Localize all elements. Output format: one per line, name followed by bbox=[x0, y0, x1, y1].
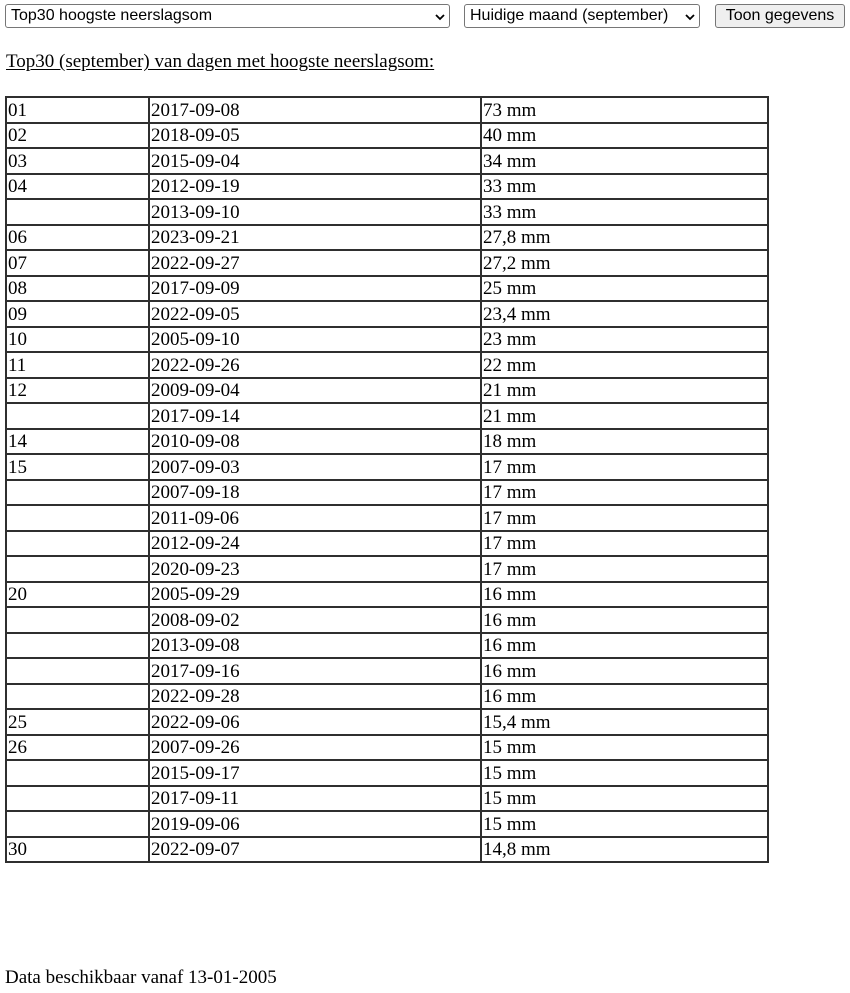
date-cell: 2022-09-07 bbox=[149, 837, 481, 863]
amount-cell: 73 mm bbox=[481, 97, 768, 123]
amount-cell: 17 mm bbox=[481, 480, 768, 506]
amount-cell: 15 mm bbox=[481, 735, 768, 761]
table-row bbox=[6, 786, 768, 812]
rank-cell bbox=[6, 760, 149, 786]
table-row bbox=[6, 403, 768, 429]
rank-cell: 03 bbox=[6, 148, 149, 174]
rank-cell bbox=[6, 556, 149, 582]
amount-cell: 15 mm bbox=[481, 811, 768, 837]
rank-cell: 08 bbox=[6, 276, 149, 302]
amount-cell: 18 mm bbox=[481, 429, 768, 455]
table-row bbox=[6, 531, 768, 557]
type-select[interactable] bbox=[5, 4, 450, 28]
date-cell: 2022-09-28 bbox=[149, 684, 481, 710]
date-cell: 2017-09-09 bbox=[149, 276, 481, 302]
amount-cell: 17 mm bbox=[481, 454, 768, 480]
table-row bbox=[6, 225, 768, 251]
table-row bbox=[6, 556, 768, 582]
date-cell: 2005-09-29 bbox=[149, 582, 481, 608]
date-cell: 2022-09-05 bbox=[149, 301, 481, 327]
rank-cell: 04 bbox=[6, 174, 149, 200]
date-cell: 2011-09-06 bbox=[149, 505, 481, 531]
date-cell: 2015-09-17 bbox=[149, 760, 481, 786]
rank-cell bbox=[6, 607, 149, 633]
date-cell: 2007-09-26 bbox=[149, 735, 481, 761]
ranking-table bbox=[5, 96, 769, 863]
amount-cell: 27,8 mm bbox=[481, 225, 768, 251]
table-row bbox=[6, 148, 768, 174]
rank-cell bbox=[6, 633, 149, 659]
rank-cell: 12 bbox=[6, 378, 149, 404]
amount-cell: 23 mm bbox=[481, 327, 768, 353]
chevron-down-icon bbox=[685, 12, 695, 22]
amount-cell: 17 mm bbox=[481, 505, 768, 531]
table-row bbox=[6, 352, 768, 378]
amount-cell: 21 mm bbox=[481, 403, 768, 429]
table-row bbox=[6, 454, 768, 480]
amount-cell: 16 mm bbox=[481, 684, 768, 710]
amount-cell: 22 mm bbox=[481, 352, 768, 378]
amount-cell: 33 mm bbox=[481, 174, 768, 200]
amount-cell: 15 mm bbox=[481, 786, 768, 812]
rank-cell: 09 bbox=[6, 301, 149, 327]
date-cell: 2012-09-24 bbox=[149, 531, 481, 557]
amount-cell: 16 mm bbox=[481, 607, 768, 633]
rank-cell: 14 bbox=[6, 429, 149, 455]
table-row bbox=[6, 327, 768, 353]
table-row bbox=[6, 709, 768, 735]
rank-cell bbox=[6, 811, 149, 837]
page-title: Top30 (september) van dagen met hoogste neerslagsom: bbox=[6, 51, 435, 72]
amount-cell: 21 mm bbox=[481, 378, 768, 404]
rank-cell: 26 bbox=[6, 735, 149, 761]
rank-cell: 30 bbox=[6, 837, 149, 863]
date-cell: 2017-09-14 bbox=[149, 403, 481, 429]
table-row bbox=[6, 837, 768, 863]
date-cell: 2017-09-16 bbox=[149, 658, 481, 684]
date-cell: 2017-09-08 bbox=[149, 97, 481, 123]
rank-cell: 25 bbox=[6, 709, 149, 735]
date-cell: 2013-09-10 bbox=[149, 199, 481, 225]
date-cell: 2022-09-27 bbox=[149, 250, 481, 276]
rank-cell bbox=[6, 684, 149, 710]
table-row bbox=[6, 199, 768, 225]
rank-cell: 15 bbox=[6, 454, 149, 480]
date-cell: 2017-09-11 bbox=[149, 786, 481, 812]
rank-cell bbox=[6, 658, 149, 684]
rank-cell bbox=[6, 480, 149, 506]
rank-cell: 07 bbox=[6, 250, 149, 276]
rank-cell bbox=[6, 786, 149, 812]
table-row bbox=[6, 658, 768, 684]
rank-cell bbox=[6, 531, 149, 557]
date-cell: 2007-09-03 bbox=[149, 454, 481, 480]
table-row bbox=[6, 684, 768, 710]
type-select-value: Top30 hoogste neerslagsom bbox=[11, 7, 213, 24]
amount-cell: 15,4 mm bbox=[481, 709, 768, 735]
rank-cell bbox=[6, 403, 149, 429]
table-row bbox=[6, 276, 768, 302]
rank-cell: 20 bbox=[6, 582, 149, 608]
amount-cell: 34 mm bbox=[481, 148, 768, 174]
date-cell: 2022-09-06 bbox=[149, 709, 481, 735]
chevron-down-icon bbox=[435, 12, 445, 22]
table-row bbox=[6, 250, 768, 276]
table-row bbox=[6, 480, 768, 506]
rank-cell: 01 bbox=[6, 97, 149, 123]
amount-cell: 14,8 mm bbox=[481, 837, 768, 863]
amount-cell: 33 mm bbox=[481, 199, 768, 225]
table-row bbox=[6, 429, 768, 455]
date-cell: 2010-09-08 bbox=[149, 429, 481, 455]
amount-cell: 16 mm bbox=[481, 633, 768, 659]
date-cell: 2020-09-23 bbox=[149, 556, 481, 582]
date-cell: 2019-09-06 bbox=[149, 811, 481, 837]
amount-cell: 17 mm bbox=[481, 556, 768, 582]
amount-cell: 27,2 mm bbox=[481, 250, 768, 276]
data-availability-note: Data beschikbaar vanaf 13-01-2005 bbox=[5, 967, 277, 988]
table-row bbox=[6, 607, 768, 633]
table-row bbox=[6, 735, 768, 761]
show-data-button[interactable]: Toon gegevens bbox=[715, 4, 845, 28]
date-cell: 2023-09-21 bbox=[149, 225, 481, 251]
table-row bbox=[6, 760, 768, 786]
amount-cell: 16 mm bbox=[481, 658, 768, 684]
date-cell: 2009-09-04 bbox=[149, 378, 481, 404]
rank-cell bbox=[6, 199, 149, 225]
date-cell: 2022-09-26 bbox=[149, 352, 481, 378]
table-row bbox=[6, 378, 768, 404]
rank-cell: 02 bbox=[6, 123, 149, 149]
date-cell: 2007-09-18 bbox=[149, 480, 481, 506]
date-cell: 2013-09-08 bbox=[149, 633, 481, 659]
rank-cell: 10 bbox=[6, 327, 149, 353]
amount-cell: 25 mm bbox=[481, 276, 768, 302]
amount-cell: 15 mm bbox=[481, 760, 768, 786]
toolbar bbox=[5, 4, 850, 30]
rank-cell: 06 bbox=[6, 225, 149, 251]
table-row bbox=[6, 174, 768, 200]
table-row bbox=[6, 97, 768, 123]
amount-cell: 23,4 mm bbox=[481, 301, 768, 327]
date-cell: 2012-09-19 bbox=[149, 174, 481, 200]
rank-cell: 11 bbox=[6, 352, 149, 378]
table-row bbox=[6, 123, 768, 149]
table-row bbox=[6, 633, 768, 659]
period-select-value: Huidige maand (september) bbox=[470, 7, 669, 24]
amount-cell: 40 mm bbox=[481, 123, 768, 149]
table-row bbox=[6, 301, 768, 327]
table-row bbox=[6, 582, 768, 608]
date-cell: 2005-09-10 bbox=[149, 327, 481, 353]
amount-cell: 17 mm bbox=[481, 531, 768, 557]
amount-cell: 16 mm bbox=[481, 582, 768, 608]
table-row bbox=[6, 505, 768, 531]
period-select[interactable] bbox=[464, 4, 700, 28]
rank-cell bbox=[6, 505, 149, 531]
date-cell: 2015-09-04 bbox=[149, 148, 481, 174]
date-cell: 2018-09-05 bbox=[149, 123, 481, 149]
table-row bbox=[6, 811, 768, 837]
date-cell: 2008-09-02 bbox=[149, 607, 481, 633]
